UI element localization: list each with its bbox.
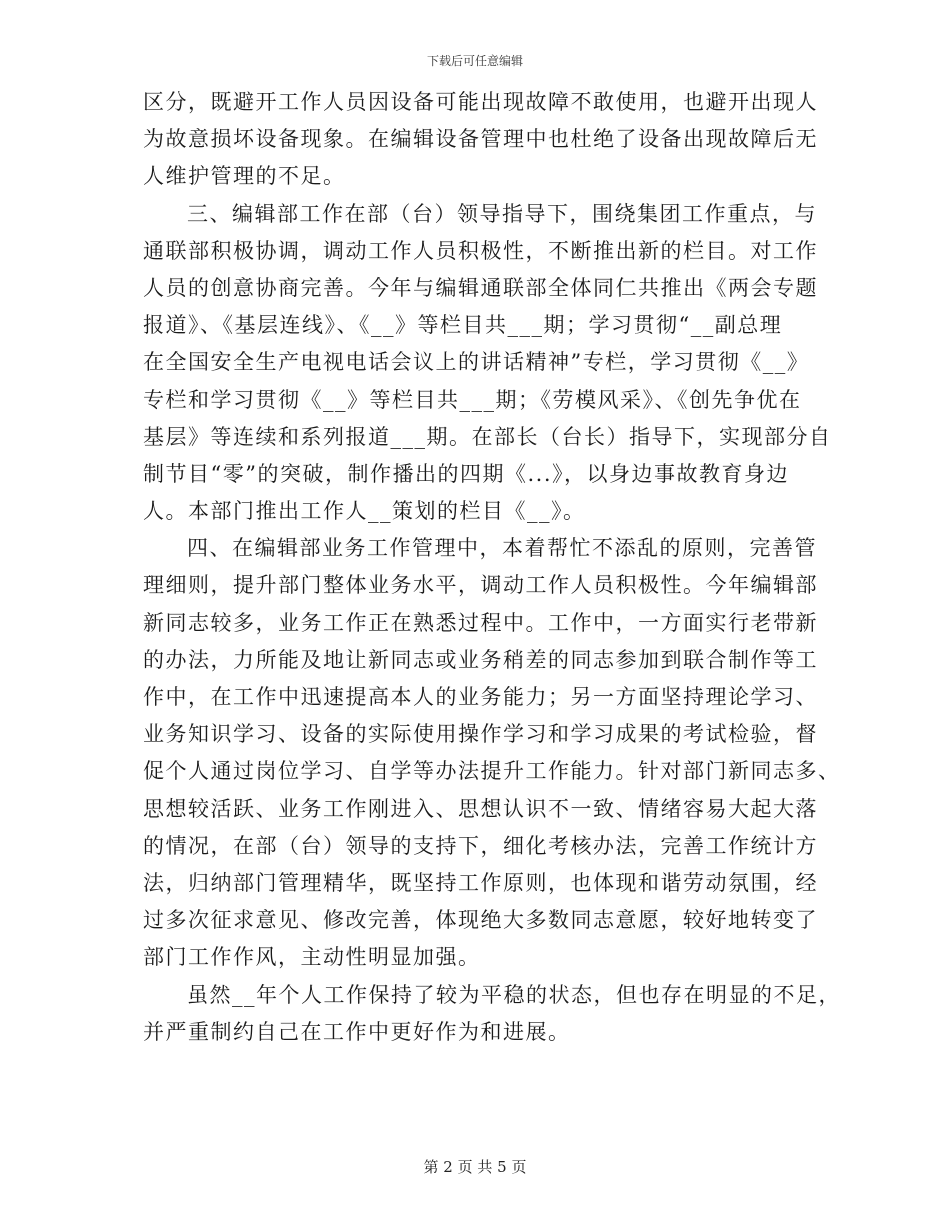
text-line: 的情况，在部（台）领导的支持下，细化考核办法，完善工作统计方 xyxy=(143,833,818,858)
text-line: 人。本部门推出工作人__策划的栏目《__》。 xyxy=(143,499,586,524)
text-line: 业务知识学习、设备的实际使用操作学习和学习成果的考试检验，督 xyxy=(143,722,818,747)
text-line: 部门工作作风，主动性明显加强。 xyxy=(143,945,481,970)
text-line: 四、在编辑部业务工作管理中，本着帮忙不添乱的原则，完善管 xyxy=(187,536,817,561)
text-line: 人员的创意协商完善。今年与编辑通联部全体同仁共推出《两会专题 xyxy=(143,275,818,300)
text-line: 基层》等连续和系列报道___期。在部长（台长）指导下，实现部分自 xyxy=(143,424,832,449)
text-line: 报道》、《基层连线》、《__》等栏目共___期；学习贯彻“__副总理 xyxy=(143,313,783,338)
text-line: 过多次征求意见、修改完善，体现绝大多数同志意愿，较好地转变了 xyxy=(143,908,818,933)
text-line: 并严重制约自己在工作中更好作为和进展。 xyxy=(143,1019,571,1044)
text-line: 人维护管理的不足。 xyxy=(143,164,346,189)
page-header-note: 下载后可任意编辑 xyxy=(426,54,523,68)
text-line: 虽然__年个人工作保持了较为平稳的状态，但也存在明显的不足， xyxy=(187,982,841,1007)
text-line: 制节目“零”的突破，制作播出的四期《...》，以身边事故教育身边 xyxy=(143,461,789,486)
text-line: 专栏和学习贯彻《__》等栏目共___期；《劳模风采》、《创先争优在 xyxy=(143,387,802,412)
text-line: 思想较活跃、业务工作刚进入、思想认识不一致、情绪容易大起大落 xyxy=(143,796,818,821)
document-body xyxy=(143,84,841,1051)
text-line: 为故意损坏设备现象。在编辑设备管理中也杜绝了设备出现故障后无 xyxy=(143,127,818,152)
page-number: 第 2 页 共 5 页 xyxy=(423,1158,527,1176)
text-line: 理细则，提升部门整体业务水平，调动工作人员积极性。今年编辑部 xyxy=(143,573,818,598)
text-line: 的办法，力所能及地让新同志或业务稍差的同志参加到联合制作等工 xyxy=(143,647,818,672)
text-line: 作中，在工作中迅速提高本人的业务能力；另一方面坚持理论学习、 xyxy=(143,685,818,709)
text-line: 在全国安全生产电视电话会议上的讲话精神”专栏，学习贯彻《__》 xyxy=(143,350,810,375)
text-line: 区分，既避开工作人员因设备可能出现故障不敢使用，也避开出现人 xyxy=(143,90,818,114)
text-line: 新同志较多，业务工作正在熟悉过程中。工作中，一方面实行老带新 xyxy=(143,610,818,635)
text-line: 通联部积极协调，调动工作人员积极性，不断推出新的栏目。对工作 xyxy=(143,238,818,263)
text-line: 促个人通过岗位学习、自学等办法提升工作能力。针对部门新同志多、 xyxy=(143,759,841,784)
text-line: 法，归纳部门管理精华，既坚持工作原则，也体现和谐劳动氛围，经 xyxy=(143,870,818,895)
text-line: 三、编辑部工作在部（台）领导指导下，围绕集团工作重点，与 xyxy=(187,201,817,226)
